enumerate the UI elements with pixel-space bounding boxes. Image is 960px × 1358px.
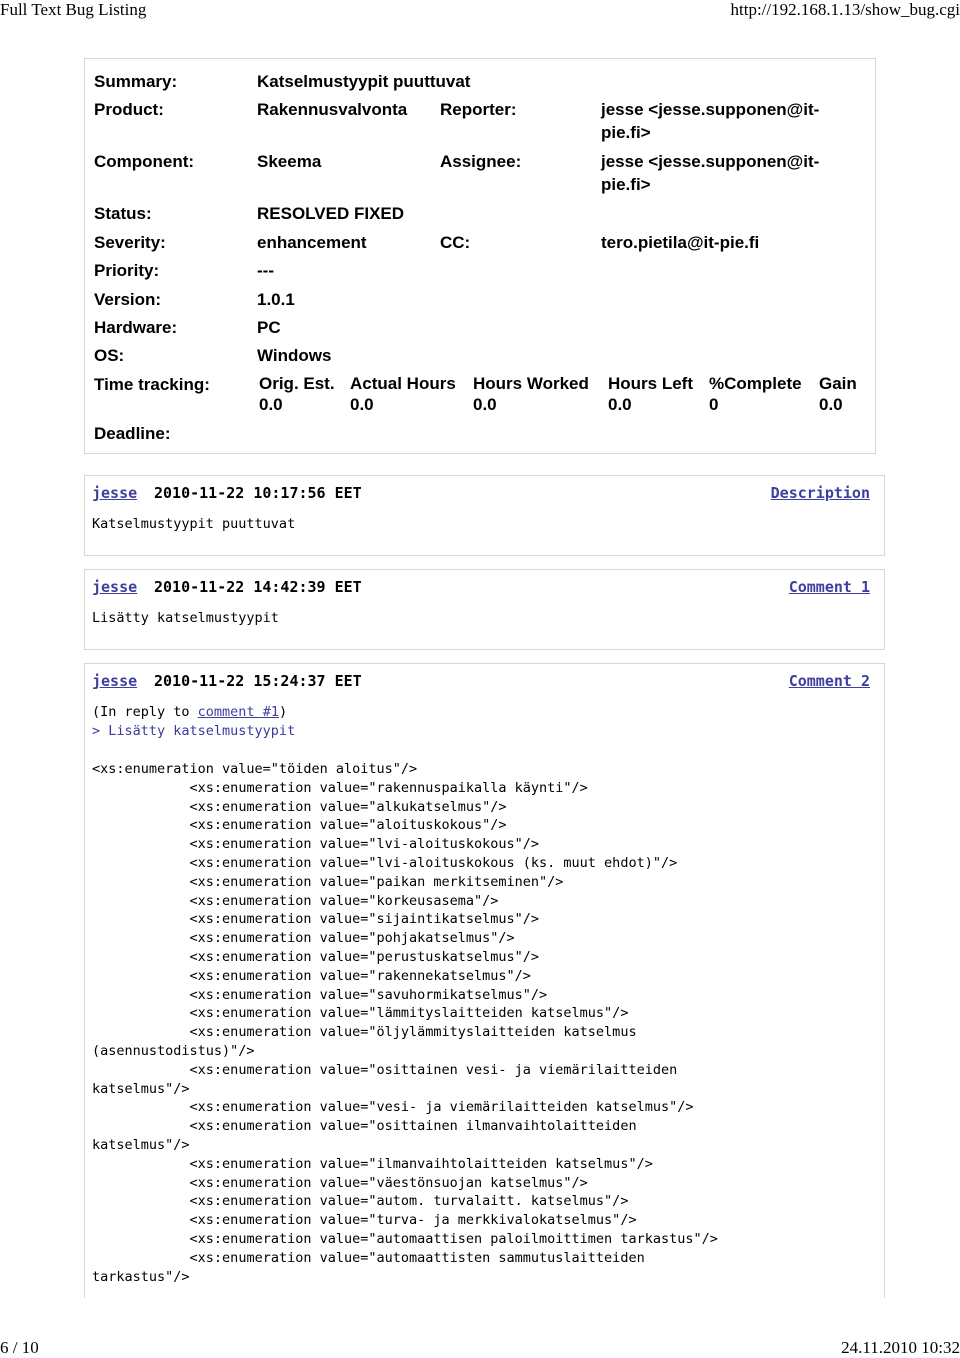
description-link[interactable]: Description — [770, 484, 870, 502]
comment-description — [84, 475, 885, 556]
time-tracking-value: 0.0 — [473, 395, 497, 414]
version-value: 1.0.1 — [257, 290, 295, 309]
time-tracking-header: %Complete — [709, 374, 802, 393]
cc-value: tero.pietila@it-pie.fi — [601, 233, 760, 252]
assignee-value: jesse <jesse.supponen@it-pie.fi> — [601, 152, 820, 194]
comment-1-link[interactable]: Comment 1 — [788, 578, 870, 596]
priority-label: Priority: — [94, 261, 160, 280]
time-tracking-header: Actual Hours — [350, 374, 456, 393]
reply-comment-link[interactable]: comment #1 — [197, 704, 279, 720]
severity-label: Severity: — [94, 233, 166, 252]
print-page-title: Full Text Bug Listing — [0, 0, 147, 19]
comment-body: Katselmustyypit puuttuvat — [92, 516, 296, 532]
severity-value: enhancement — [257, 233, 367, 252]
comment-2-link[interactable]: Comment 2 — [788, 672, 870, 690]
print-footer — [0, 1338, 960, 1358]
page-number: 6 / 10 — [0, 1338, 39, 1357]
version-label: Version: — [94, 290, 162, 309]
component-label: Component: — [94, 152, 195, 171]
comment-timestamp: 2010-11-22 15:24:37 EET — [154, 672, 362, 690]
time-tracking-header: Hours Left — [608, 374, 693, 393]
cc-label: CC: — [440, 233, 471, 252]
time-tracking-header: Gain — [819, 374, 857, 393]
comment-author-link[interactable]: jesse — [92, 578, 138, 596]
summary-value: Katselmustyypit puuttuvat — [257, 72, 471, 91]
time-tracking-value: 0 — [709, 395, 719, 414]
print-header — [0, 0, 960, 22]
comment-body: Lisätty katselmustyypit — [92, 610, 279, 626]
assignee-label: Assignee: — [440, 152, 522, 171]
time-tracking-value: 0.0 — [819, 395, 843, 414]
hardware-label: Hardware: — [94, 318, 178, 337]
comment-header — [92, 672, 870, 692]
reply-suffix: ) — [278, 704, 288, 720]
reply-line — [92, 703, 877, 722]
bug-summary-table — [84, 58, 876, 454]
comment-timestamp: 2010-11-22 10:17:56 EET — [154, 484, 362, 502]
time-tracking-value: 0.0 — [259, 395, 283, 414]
status-value: RESOLVED FIXED — [257, 204, 405, 223]
comment-header — [92, 484, 870, 504]
os-label: OS: — [94, 346, 125, 365]
reporter-label: Reporter: — [440, 100, 517, 119]
comment-1 — [84, 569, 885, 650]
component-value: Skeema — [257, 152, 322, 171]
hardware-value: PC — [257, 318, 281, 337]
time-tracking-value: 0.0 — [608, 395, 632, 414]
product-value: Rakennusvalvonta — [257, 100, 408, 119]
time-tracking-header: Orig. Est. — [259, 374, 335, 393]
comment-body: <xs:enumeration value="töiden aloitus"/> <xs:enumeration value="rakennuspaikalla käynti"/> <xs:enumeration value="alkukatselmus"/> <xs:enumeration value="aloituskokous"/> <xs:enumeration value="lvi-aloituskokous"/> <xs:enumeration value="lvi-aloituskokous (ks. muut ehdot)"/> <xs:enumeration value="paikan merkitseminen"/> <xs:enumeration value="korkeusasema"/> <xs:enumeration value="sijaintikatselmus"/> <xs:enumeration value="pohjakatselmus"/> <xs:enumeration value="perustuskatselmus"/> <xs:enumeration value="rakennekatselmus"/> <xs:enumeration value="savuhormikatselmus"/> <xs:enumeration value="lämmityslaitteiden katselmus"/> <xs:enumeration value="öljylämmityslaitteiden katselmus (asennustodistus)"/> <xs:enumeration value="osittainen vesi- ja viemärilaitteiden katselmus"/> <xs:enumeration value="vesi- ja viemärilaitteiden katselmus"/> <xs:enumeration value="osittainen ilmanvaihtolaitteiden katselmus"/> <xs:enumeration value="ilmanvaihtolaitteiden katselmus"/> <xs:enumeration value="väestönsuojan katselmus"/> <xs:enumeration value="autom. turvalaitt. katselmus"/> <xs:enumeration value="turva- ja merkkivalokatselmus"/> <xs:enumeration value="automaattisen paloilmoittimen tarkastus"/> <xs:enumeration value="automaattisten sammutuslaitteiden tarkastus"/> — [92, 761, 718, 1285]
summary-label: Summary: — [94, 72, 178, 91]
deadline-label: Deadline: — [94, 424, 171, 443]
comment-header — [92, 578, 870, 598]
reporter-value: jesse <jesse.supponen@it-pie.fi> — [601, 100, 820, 142]
product-label: Product: — [94, 100, 164, 119]
status-label: Status: — [94, 204, 152, 223]
comment-timestamp: 2010-11-22 14:42:39 EET — [154, 578, 362, 596]
time-tracking-header: Hours Worked — [473, 374, 589, 393]
time-tracking-label: Time tracking: — [94, 375, 210, 394]
print-datetime: 24.11.2010 10:32 — [841, 1338, 960, 1357]
os-value: Windows — [257, 346, 332, 365]
print-page-url: http://192.168.1.13/show_bug.cgi — [730, 0, 960, 19]
priority-value: --- — [257, 261, 274, 280]
time-tracking-value: 0.0 — [350, 395, 374, 414]
comment-author-link[interactable]: jesse — [92, 484, 138, 502]
comment-author-link[interactable]: jesse — [92, 672, 138, 690]
quoted-text: > Lisätty katselmustyypit — [92, 723, 296, 739]
comment-2 — [84, 663, 885, 1298]
reply-prefix: (In reply to — [92, 704, 198, 720]
